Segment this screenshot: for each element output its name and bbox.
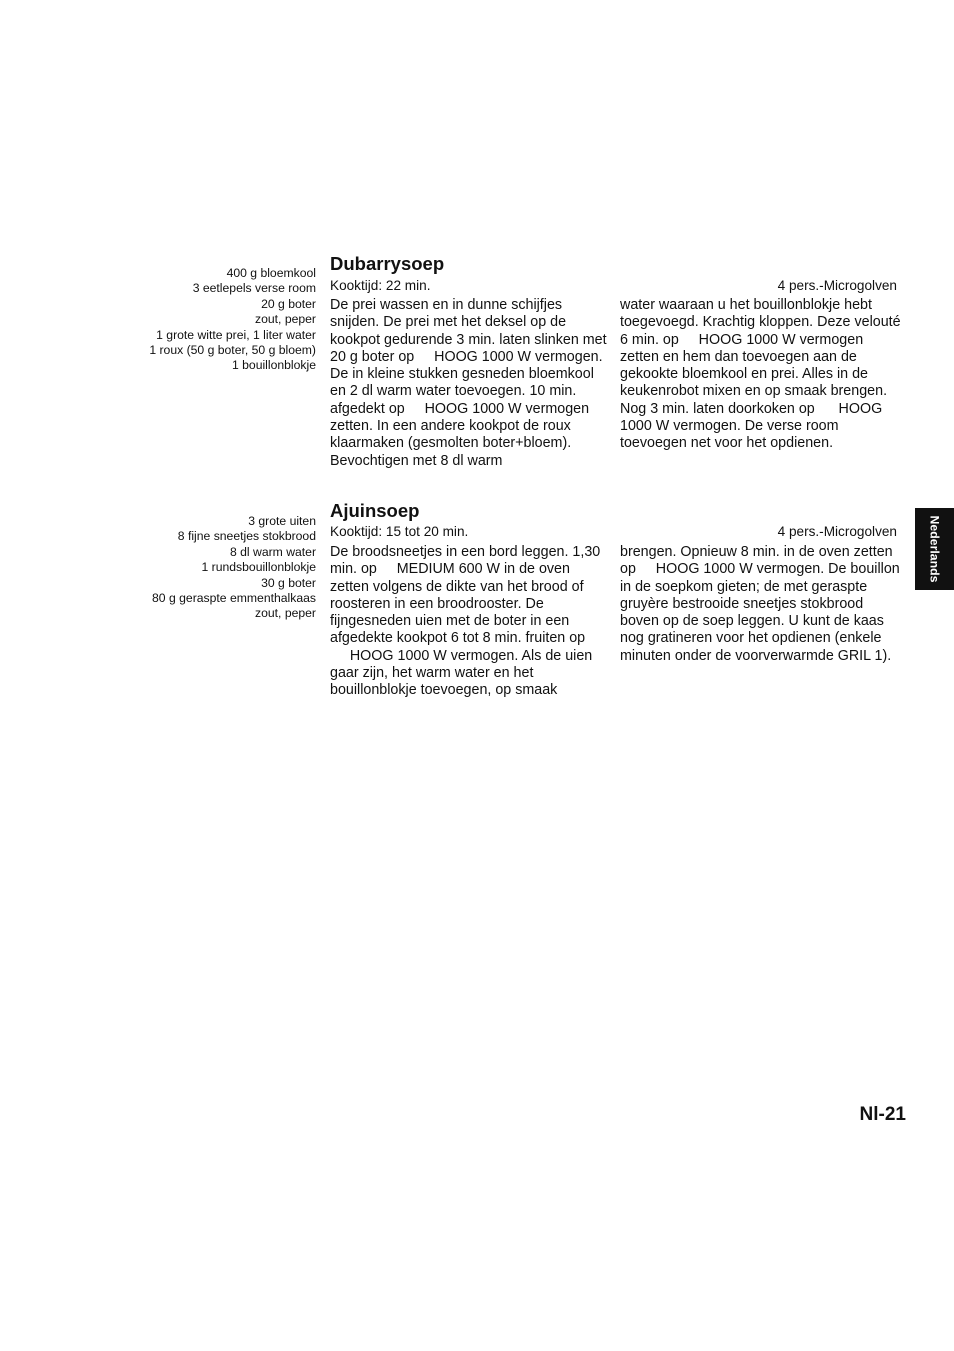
ingredient-item: 3 eetlepels verse room [192,281,316,296]
recipe-body-column-2: brengen. Opnieuw 8 min. in de oven zetten op HOOG 1000 W vermogen. De bouillon in de soepkom gieten; de met geraspte gruyère bestrooide sneetjes stokbrood boven op de soep leggen. U kunt de kaas nog gratineren voor het opdienen (enkele minuten onder de voorverwarmde GRIL 1). [620,544,900,664]
ingredient-item: zout, peper [255,312,316,327]
cook-time: Kooktijd: 22 min. [330,278,431,293]
servings: 4 pers.-Microgolven [777,524,897,539]
ingredient-list [100,514,316,622]
recipe-body-column-1: De prei wassen en in dunne schijfjes snijden. De prei met het deksel op de kookpot gedurende 3 min. laten slinken met 20 g boter op HOOG 1000 W vermogen. De in kleine stukken gesneden bloemkool en 2 dl warm water toevoegen. 10 min. afgedekt op HOOG 1000 W vermogen zetten. In een andere kookpot de roux klaarmaken (gesmolten boter+bloem). Bevochtigen met 8 dl warm [330,297,607,469]
ingredient-item: 1 bouillonblokje [231,358,316,373]
ingredient-item: 30 g boter [261,575,316,590]
ingredient-item: 400 g bloemkool [226,266,316,280]
language-tab-label: Nederlands [927,515,942,583]
ingredient-item: 1 roux (50 g boter, 50 g bloem) [149,343,316,358]
recipe-body-column-2: water waaraan u het bouillonblokje hebt toegevoegd. Krachtig kloppen. Deze velouté 6 min. op HOOG 1000 W vermogen zetten en hem dan toevoegen aan de gekookte bloemkool en prei. Alles in de keukenrobot mixen en op smaak brengen. Nog 3 min. laten doorkoken op HOOG 1000 W vermogen. De verse room toevoegen net voor het opdienen. [620,297,901,452]
ingredient-item: 80 g geraspte emmenthalkaas [152,591,316,606]
ingredient-item: 1 grote witte prei, 1 liter water [156,327,316,342]
page-number: Nl-21 [859,1104,906,1125]
ingredient-item: 1 rundsbouillonblokje [201,560,316,575]
recipe-body-column-1: De broodsneetjes in een bord leggen. 1,30 min. op MEDIUM 600 W in de oven zetten volgens de dikte van het brood of roosteren in een broodrooster. De fijngesneden uien met de boter in een afgedekte kookpot 6 tot 8 min. fruiten op HOOG 1000 W vermogen. Als de uien gaar zijn, het warm water en het bouillonblokje toevoegen, op smaak [330,544,601,699]
language-tab [915,508,954,590]
servings: 4 pers.-Microgolven [777,278,897,293]
ingredient-list [100,266,316,374]
recipe-title: Dubarrysoep [330,253,445,274]
ingredient-item: 8 fijne sneetjes stokbrood [177,529,316,544]
ingredient-item: zout, peper [255,606,316,621]
ingredient-item: 8 dl warm water [229,544,316,559]
ingredient-item: 20 g boter [261,296,316,311]
cook-time: Kooktijd: 15 tot 20 min. [330,524,469,539]
recipe-title: Ajuinsoep [330,500,420,521]
ingredient-item: 3 grote uiten [248,514,316,528]
